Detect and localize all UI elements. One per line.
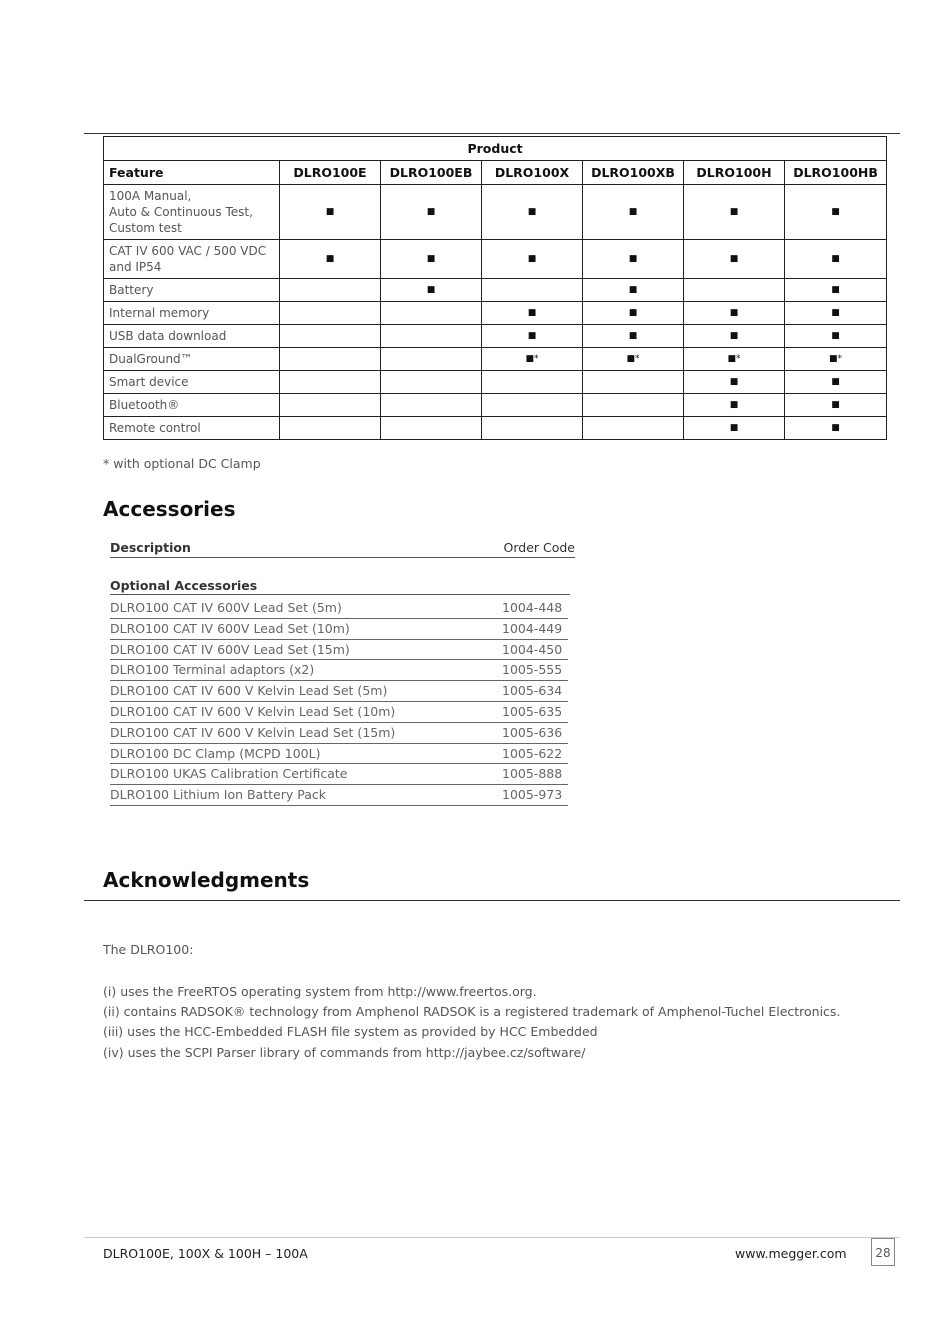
feature-row [104,417,887,440]
accessory-description: DLRO100 CAT IV 600V Lead Set (15m) [110,641,350,657]
accessory-row [110,660,568,681]
feature-mark [684,279,785,302]
accessory-description: DLRO100 Terminal adaptors (x2) [110,662,315,678]
feature-mark: ■ [684,302,785,325]
accessory-description: DLRO100 CAT IV 600V Lead Set (10m) [110,620,350,636]
feature-mark: ■ [684,417,785,440]
footer-website: www.megger.com [735,1246,847,1261]
feature-mark: ■ [785,417,887,440]
feature-name: Battery [104,279,280,302]
accessories-header [110,540,575,558]
accessory-description: DLRO100 Lithium Ion Battery Pack [110,787,326,803]
feature-mark [280,279,381,302]
accessory-order-code: 1005-634 [502,683,563,699]
feature-mark [280,302,381,325]
acknowledgment-line: (iii) uses the HCC-Embedded FLASH file system as provided by HCC Embedded [103,1024,598,1039]
accessory-description: DLRO100 CAT IV 600 V Kelvin Lead Set (15m) [110,724,396,740]
optional-accessories-header: Optional Accessories [110,578,570,595]
feature-mark [381,417,482,440]
product-header: Product [104,137,887,161]
feature-name: Smart device [104,371,280,394]
feature-mark: ■ [684,371,785,394]
feature-mark [280,325,381,348]
feature-name: 100A Manual, Auto & Continuous Test, Custom test [104,185,280,240]
top-rule [84,133,900,134]
accessory-row [110,702,568,723]
accessories-title: Accessories [103,497,236,521]
accessory-order-code: 1004-448 [502,600,563,615]
accessory-order-code: 1004-449 [502,620,563,636]
feature-mark: ■ [785,279,887,302]
feature-mark: ■ [684,240,785,279]
feature-row [104,302,887,325]
accessory-order-code: 1005-622 [502,745,563,761]
accessories-list [110,598,568,806]
accessory-row [110,764,568,785]
feature-mark: ■ [482,325,583,348]
accessory-description: DLRO100 CAT IV 600V Lead Set (5m) [110,600,342,615]
feature-mark: ■ [381,240,482,279]
feature-name: Internal memory [104,302,280,325]
accessory-description: DLRO100 CAT IV 600 V Kelvin Lead Set (10m) [110,703,396,719]
feature-mark [381,371,482,394]
feature-mark: ■ [583,279,684,302]
feature-mark: ■* [785,348,887,371]
order-code-header: Order Code [503,540,575,555]
feature-mark [381,302,482,325]
accessory-description: DLRO100 DC Clamp (MCPD 100L) [110,745,321,761]
feature-mark [482,417,583,440]
feature-mark: ■ [785,394,887,417]
feature-mark [583,371,684,394]
acknowledgment-line: (ii) contains RADSOK® technology from Amphenol RADSOK is a registered trademark of Amphenol-Tuchel Electronics. [103,1004,841,1019]
feature-mark: ■* [583,348,684,371]
accessory-row [110,640,568,661]
accessory-description: DLRO100 UKAS Calibration Certificate [110,766,348,782]
accessory-order-code: 1004-450 [502,641,563,657]
feature-mark [280,348,381,371]
accessory-row [110,785,568,806]
column-header-row [104,161,887,185]
page-number: 28 [871,1238,895,1266]
accessory-row [110,744,568,765]
feature-mark [381,348,482,371]
footer-rule [84,1237,900,1238]
acknowledgment-line: (iv) uses the SCPI Parser library of commands from http://jaybee.cz/software/ [103,1045,586,1060]
accessory-order-code: 1005-888 [502,766,563,782]
feature-mark [482,371,583,394]
feature-mark: ■ [280,185,381,240]
feature-name: DualGround™ [104,348,280,371]
feature-mark: ■ [583,240,684,279]
accessory-order-code: 1005-555 [502,662,563,678]
feature-name: USB data download [104,325,280,348]
feature-mark [482,394,583,417]
product-col-header: DLRO100HB [785,161,887,185]
feature-mark [583,394,684,417]
feature-mark [381,394,482,417]
product-col-header: DLRO100E [280,161,381,185]
feature-mark: ■ [482,185,583,240]
accessory-row [110,723,568,744]
feature-mark: ■ [684,394,785,417]
product-col-header: DLRO100H [684,161,785,185]
feature-mark: ■ [482,240,583,279]
feature-row [104,240,887,279]
accessory-order-code: 1005-973 [502,787,563,803]
acknowledgments-title: Acknowledgments [103,868,310,892]
feature-row [104,185,887,240]
feature-matrix-table [103,136,887,440]
feature-mark: ■ [583,325,684,348]
feature-mark: ■ [785,302,887,325]
feature-mark: ■ [684,325,785,348]
feature-mark: ■ [785,240,887,279]
feature-mark: ■ [785,185,887,240]
feature-mark: ■ [684,185,785,240]
feature-mark: ■ [785,325,887,348]
product-col-header: DLRO100EB [381,161,482,185]
feature-name: CAT IV 600 VAC / 500 VDC and IP54 [104,240,280,279]
feature-mark [583,417,684,440]
feature-mark [280,417,381,440]
acknowledgment-line: (i) uses the FreeRTOS operating system from http://www.freertos.org. [103,984,537,999]
acknowledgments-rule [84,900,900,901]
footer-product-name: DLRO100E, 100X & 100H – 100A [103,1246,308,1261]
table-footnote: * with optional DC Clamp [103,456,261,471]
feature-mark: ■ [785,371,887,394]
feature-row [104,279,887,302]
feature-name: Remote control [104,417,280,440]
feature-mark: ■* [482,348,583,371]
description-header: Description [110,540,191,555]
feature-mark [280,371,381,394]
accessory-order-code: 1005-636 [502,724,563,740]
accessory-order-code: 1005-635 [502,703,563,719]
feature-name: Bluetooth® [104,394,280,417]
product-col-header: DLRO100X [482,161,583,185]
feature-mark: ■ [583,302,684,325]
accessory-description: DLRO100 CAT IV 600 V Kelvin Lead Set (5m) [110,683,388,699]
product-col-header: DLRO100XB [583,161,684,185]
feature-header: Feature [104,161,280,185]
feature-row [104,325,887,348]
feature-mark: ■ [381,279,482,302]
accessory-row [110,619,568,640]
feature-mark: ■ [381,185,482,240]
feature-mark [482,279,583,302]
feature-row [104,371,887,394]
feature-mark: ■* [684,348,785,371]
feature-row [104,348,887,371]
feature-mark [381,325,482,348]
feature-mark [280,394,381,417]
feature-row [104,394,887,417]
acknowledgments-intro: The DLRO100: [103,942,194,957]
feature-mark: ■ [583,185,684,240]
accessory-row [110,681,568,702]
feature-mark: ■ [482,302,583,325]
accessory-row [110,598,568,619]
feature-mark: ■ [280,240,381,279]
